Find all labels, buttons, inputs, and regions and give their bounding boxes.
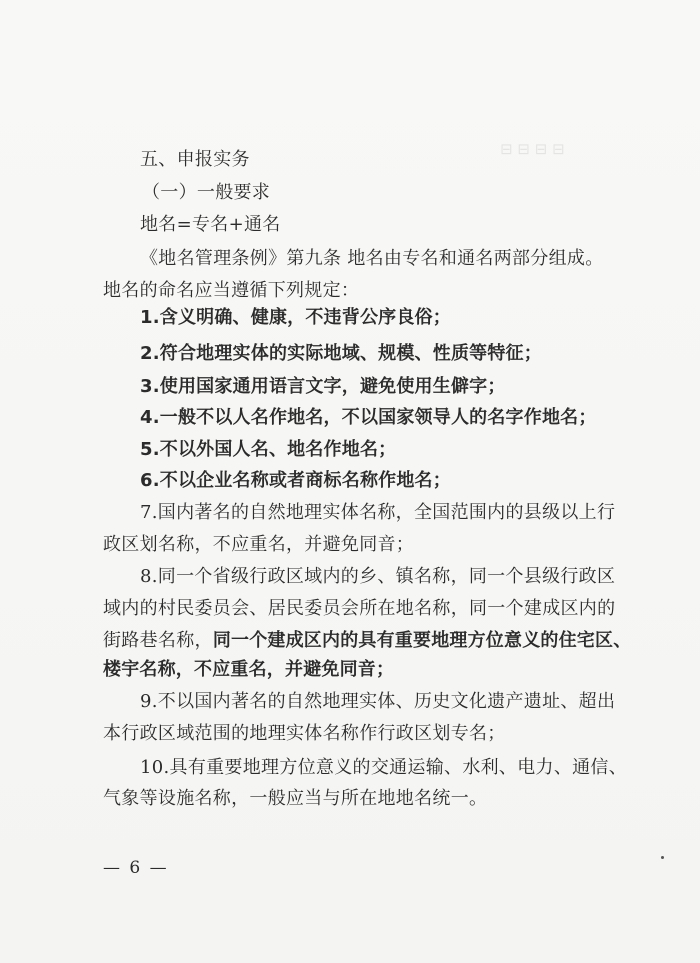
rule-item-8-bold-part: 同一个建成区内的具有重要地理方位意义的住宅区、 xyxy=(212,630,632,651)
rule-item-9-cont: 本行政区域范围的地理实体名称作行政区划专名； xyxy=(103,723,506,744)
rule-item-1: 1.含义明确、健康，不违背公序良俗； xyxy=(140,307,451,328)
rule-item-8-cont: 域内的村民委员会、居民委员会所在地名称，同一个建成区内的 xyxy=(103,598,616,619)
rule-item-7: 7.国内著名的自然地理实体名称，全国范围内的县级以上行 xyxy=(140,502,616,523)
paragraph-line: 《地名管理条例》第九条 地名由专名和通名两部分组成。 xyxy=(140,248,604,269)
rule-item-10-cont: 气象等设施名称，一般应当与所在地地名统一。 xyxy=(103,788,488,809)
rule-item-8-regular-part: 街路巷名称， xyxy=(103,630,213,651)
paragraph-line: 地名的命名应当遵循下列规定： xyxy=(103,280,360,301)
scan-speck xyxy=(661,856,664,859)
subsection-heading: （一）一般要求 xyxy=(142,182,271,203)
rule-item-4: 4.一般不以人名作地名，不以国家领导人的名字作地名； xyxy=(140,407,597,428)
rule-item-9: 9.不以国内著名的自然地理实体、历史文化遗产遗址、超出 xyxy=(140,691,616,712)
formula-line: 地名=专名+通名 xyxy=(140,214,281,235)
rule-item-8-cont-mixed xyxy=(103,629,631,653)
rule-item-6: 6.不以企业名称或者商标名称作地名； xyxy=(140,470,451,491)
rule-item-8-bold-end: 楼宇名称，不应重名，并避免同音； xyxy=(103,659,395,680)
section-heading: 五、申报实务 xyxy=(140,149,250,170)
rule-item-7-cont: 政区划名称，不应重名，并避免同音； xyxy=(103,534,415,555)
rule-item-5: 5.不以外国人名、地名作地名； xyxy=(140,439,397,460)
rule-item-8: 8.同一个省级行政区域内的乡、镇名称，同一个县级行政区 xyxy=(140,566,616,587)
rule-item-3: 3.使用国家通用语言文字，避免使用生僻字； xyxy=(140,376,506,397)
page-number: — 6 — xyxy=(103,858,169,878)
rule-item-10: 10.具有重要地理方位意义的交通运输、水利、电力、通信、 xyxy=(140,757,628,778)
show-through-background: ⊟ ⊟ ⊟ ⊟ xyxy=(500,140,565,158)
rule-item-2: 2.符合地理实体的实际地域、规模、性质等特征； xyxy=(140,343,542,364)
